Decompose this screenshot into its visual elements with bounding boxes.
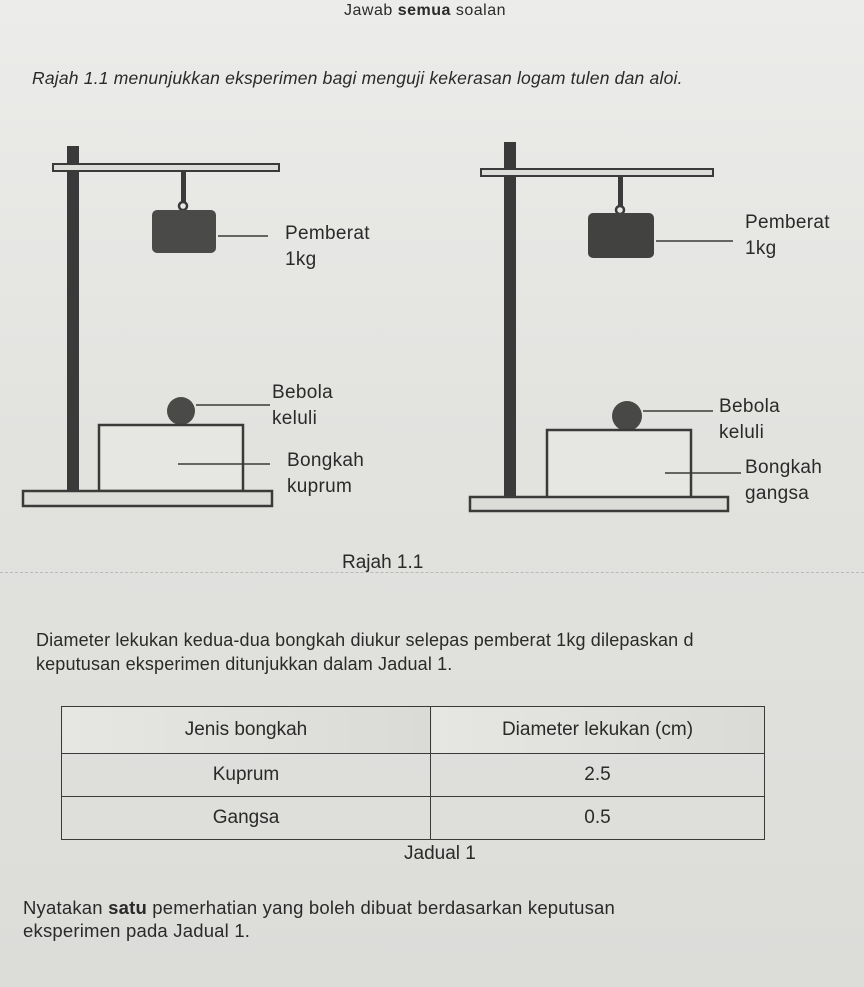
table-row bbox=[62, 754, 765, 797]
left-stand-pole bbox=[67, 146, 79, 506]
left-block-label bbox=[287, 448, 364, 500]
right-block-label bbox=[745, 455, 822, 507]
intro-text: Rajah 1.1 menunjukkan eksperimen bagi menguji kekerasan logam tulen dan aloi. bbox=[32, 68, 683, 88]
right-apparatus bbox=[470, 142, 741, 511]
header-text-bold: semua bbox=[397, 2, 451, 19]
question-line1-end: pemerhatian yang boleh dibuat berdasarkan keputusan bbox=[146, 897, 616, 918]
section-divider bbox=[0, 572, 864, 573]
left-steel-ball bbox=[167, 397, 195, 425]
right-ball-label-line2: keluli bbox=[719, 422, 765, 443]
left-weight bbox=[152, 210, 216, 253]
question-line1-bold: satu bbox=[108, 897, 147, 918]
left-block-label-line2: kuprum bbox=[287, 476, 353, 497]
question-line2: eksperimen pada Jadual 1. bbox=[23, 920, 251, 941]
right-block-label-line1: Bongkah bbox=[745, 457, 823, 478]
left-ball-label-line2: keluli bbox=[272, 408, 318, 429]
table-row bbox=[62, 797, 765, 840]
left-weight-label-line1: Pemberat bbox=[285, 223, 370, 244]
left-ball-label bbox=[272, 380, 333, 432]
left-base-plate bbox=[23, 491, 272, 506]
table-cell-dent-diameter: 0.5 bbox=[431, 797, 765, 840]
table-header-row bbox=[62, 707, 765, 754]
right-weight-label bbox=[745, 210, 830, 262]
instruction-header bbox=[0, 2, 850, 20]
left-weight-label bbox=[285, 221, 370, 273]
right-ball-label-line1: Bebola bbox=[719, 396, 780, 417]
figure-caption: Rajah 1.1 bbox=[342, 552, 424, 573]
header-text-end: soalan bbox=[450, 2, 506, 19]
header-text-start: Jawab bbox=[344, 2, 398, 19]
question-text bbox=[23, 896, 615, 942]
right-top-arm bbox=[481, 169, 713, 176]
right-steel-ball bbox=[612, 401, 642, 431]
table-cell-block-type: Kuprum bbox=[62, 754, 431, 797]
right-weight-label-line1: Pemberat bbox=[745, 212, 830, 233]
right-block-label-line2: gangsa bbox=[745, 483, 810, 504]
left-copper-block bbox=[99, 425, 243, 491]
left-hanger-hook bbox=[179, 202, 187, 210]
results-table bbox=[61, 706, 765, 840]
results-paragraph-line2: keputusan eksperimen ditunjukkan dalam Jadual 1. bbox=[36, 654, 453, 674]
right-stand-pole bbox=[504, 142, 516, 510]
table-cell-block-type: Gangsa bbox=[62, 797, 431, 840]
left-hanger-rod bbox=[181, 171, 186, 203]
right-hanger-hook bbox=[616, 206, 624, 214]
right-ball-label bbox=[719, 394, 780, 446]
right-weight bbox=[588, 213, 654, 258]
left-apparatus bbox=[23, 146, 279, 506]
table-header-dent-diameter: Diameter lekukan (cm) bbox=[431, 707, 765, 754]
apparatus-diagram bbox=[0, 130, 864, 530]
left-weight-label-line2: 1kg bbox=[285, 249, 317, 270]
table-caption: Jadual 1 bbox=[404, 843, 476, 864]
right-weight-label-line2: 1kg bbox=[745, 238, 777, 259]
question-line1 bbox=[23, 896, 615, 919]
left-top-arm bbox=[53, 164, 279, 171]
results-paragraph bbox=[36, 628, 694, 676]
table-header-block-type: Jenis bongkah bbox=[62, 707, 431, 754]
right-brass-block bbox=[547, 430, 691, 498]
right-base-plate bbox=[470, 497, 728, 511]
question-line1-start: Nyatakan bbox=[23, 897, 109, 918]
results-paragraph-line1: Diameter lekukan kedua-dua bongkah diukur selepas pemberat 1kg dilepaskan d bbox=[36, 630, 694, 650]
left-ball-label-line1: Bebola bbox=[272, 382, 333, 403]
table-cell-dent-diameter: 2.5 bbox=[431, 754, 765, 797]
right-hanger-rod bbox=[618, 176, 623, 207]
left-block-label-line1: Bongkah bbox=[287, 450, 365, 471]
